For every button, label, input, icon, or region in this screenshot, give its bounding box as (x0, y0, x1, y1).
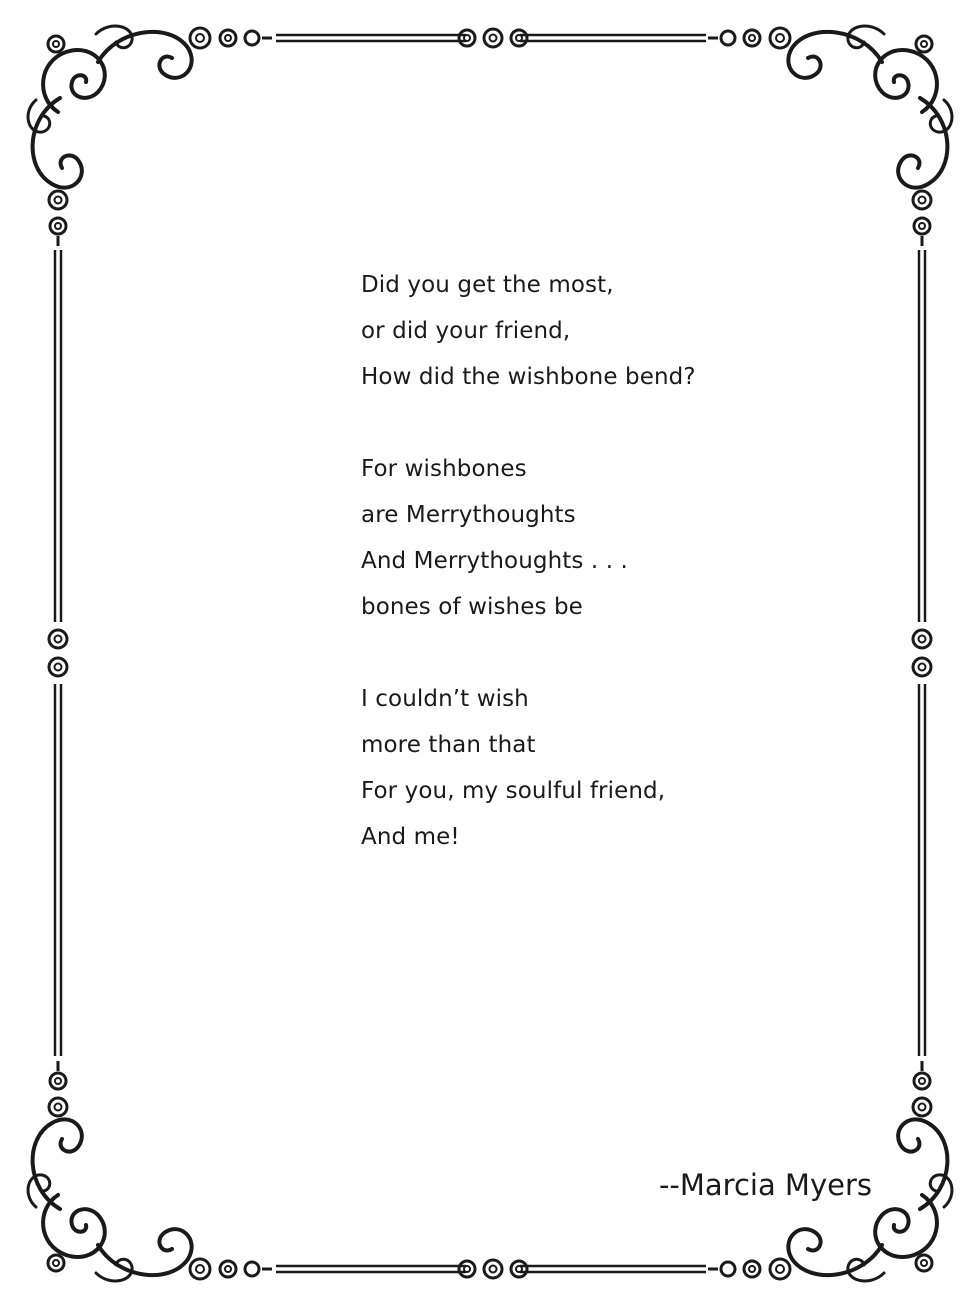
stanza-1 (361, 262, 781, 400)
poem-line: are Merrythoughts (361, 502, 576, 528)
poem-line: bones of wishes be (361, 594, 583, 620)
author-signature: --Marcia Myers (658, 1168, 872, 1202)
poem-line: How did the wishbone bend? (361, 364, 696, 390)
poem-line: And me! (361, 824, 460, 850)
poem-line: Did you get the most, (361, 272, 614, 298)
poem-line: more than that (361, 732, 536, 758)
poem-line: For wishbones (361, 456, 527, 482)
poem-line: I couldn’t wish (361, 686, 529, 712)
poem-body (361, 262, 781, 906)
poem-line: And Merrythoughts . . . (361, 548, 628, 574)
poem-line: For you, my soulful friend, (361, 778, 666, 804)
poem-line: or did your friend, (361, 318, 571, 344)
stanza-2 (361, 446, 781, 630)
stanza-3 (361, 676, 781, 860)
